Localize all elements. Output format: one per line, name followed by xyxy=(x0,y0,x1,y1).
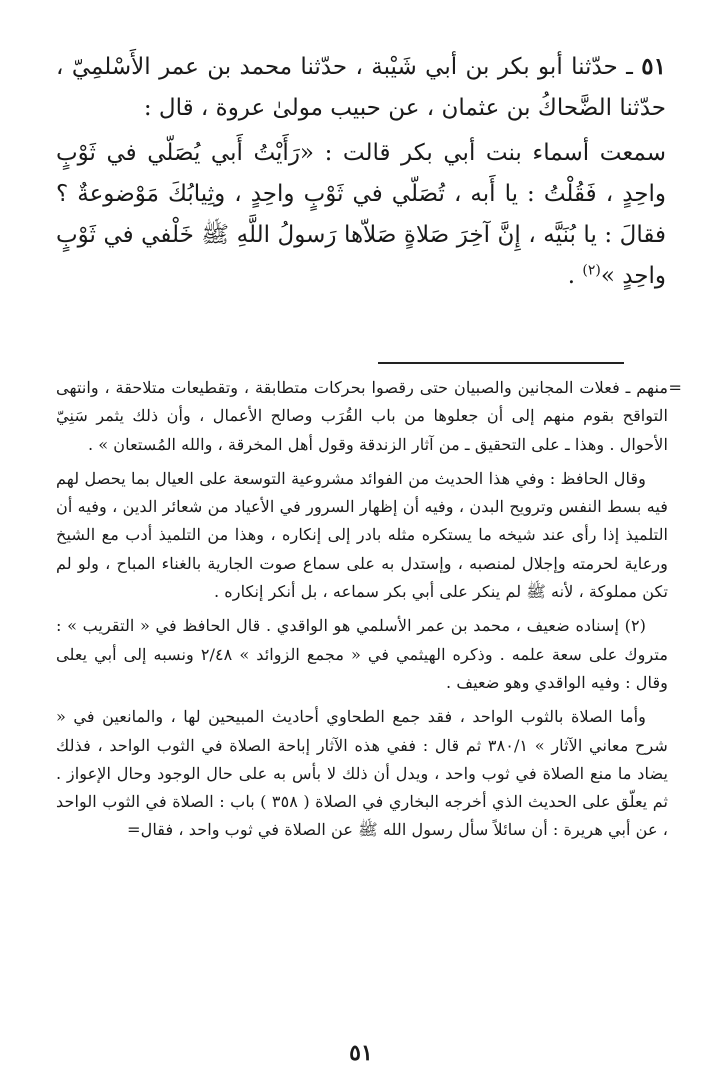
hadith-matn xyxy=(56,133,666,297)
hadith-chain xyxy=(56,46,666,129)
continuation-marker: = xyxy=(668,378,682,397)
footnote-ref: (٢) xyxy=(582,262,601,279)
hadith-end: . xyxy=(567,263,583,289)
hadith-quote: «رَأَيْتُ أَبي يُصَلّي في ثَوْبٍ واحِدٍ ، فَقُلْتُ : يا أَبه ، تُصَلّي في ثَوْبٍ واحِدٍ ، وثِيابُكَ مَوْضوعةٌ ؟ فقالَ : يا بُنَيَّه ، إِنَّ آخِرَ صَلاةٍ صَلاّها رَسولُ اللَّهِ ﷺ خَلْفي في ثَوْبٍ واحِدٍ » xyxy=(56,140,666,289)
continuation-text: منهم ـ فعلات المجانين والصبيان حتى رقصوا بحركات متطابقة ، وتقطيعات متلاحقة ، وانتهى التواقح بقوم منهم إلى أن جعلوها من باب القُرَب وصالح الأعمال ، وأن ذلك يثمر سَنِيّ الأحوال . وهذا ـ على التحقيق ـ من آثار الزندقة وقول أهل المخرقة ، والله المُستعان » . xyxy=(56,378,668,454)
hadith-isnad: ـ حدّثنا أبو بكر بن أبي شَيْبة ، حدّثنا محمد بن عمر الأَسْلمِيّ ، حدّثنا الضَّحاكُ بن عثمان ، عن حبيب مولىٰ عروة ، قال : xyxy=(56,54,666,121)
footnote-2-text: إسناده ضعيف ، محمد بن عمر الأسلمي هو الواقدي . قال الحافظ في « التقريب » : متروك على سعة علمه . وذكره الهيثمي في « مجمع الزوائد » ٢/٤٨ ونسبه إلى أبي يعلى وقال : وفيه الواقدي وهو ضعيف . xyxy=(56,616,668,692)
page-number: ٥١ xyxy=(349,1040,373,1066)
hadith-number: ٥١ xyxy=(641,53,667,80)
footnote-separator xyxy=(378,362,624,364)
footnotes xyxy=(56,374,682,845)
footnote-2-number: (٢) xyxy=(624,616,646,636)
hafiz-paragraph xyxy=(56,465,668,606)
hafiz-text: وقال الحافظ : وفي هذا الحديث من الفوائد مشروعية التوسعة على العيال بما يحصل لهم فيه بسط النفس وترويح البدن ، وفيه أن إظهار السرور في الأعياد من شعائر الدين ، وفيه أن التلميذ إذا رأى عند شيخه ما يستكره مثله بادر إلى إنكاره ، وهذا من التلميذ أدب مع الشيخ ورعاية لحرمته وإجلال لمنصبه ، وإستدل به على سماع صوت الجارية بالغناء المباح ، ولو لم تكن مملوكة ، لأنه ﷺ لم ينكر على أبي بكر سماعه ، بل أنكر إنكاره . xyxy=(56,468,668,602)
hadith-intro: سمعت أسماء بنت أبي بكر قالت : xyxy=(324,140,666,166)
footnote-continuation xyxy=(56,374,682,459)
footnote-2 xyxy=(56,612,668,697)
salat-paragraph xyxy=(56,703,668,844)
salat-text: وأما الصلاة بالثوب الواحد ، فقد جمع الطحاوي أحاديث المبيحين لها ، والمانعين في « شرح معاني الآثار » ٣٨٠/١ ثم قال : ففي هذه الآثار إباحة الصلاة في الثوب الواحد ، فذلك يضاد ما منع الصلاة في ثوب واحد ، ويدل أن ذلك لا بأس به على حال الوجود وحال الإعواز . ثم يعلّق على الحديث الذي أخرجه البخاري في الصلاة ( ٣٥٨ ) باب : الصلاة في الثوب الواحد ، عن أبي هريرة : أن سائلاً سأل رسول الله ﷺ عن الصلاة في ثوب واحد ، فقال= xyxy=(56,707,668,840)
main-text xyxy=(56,46,666,297)
